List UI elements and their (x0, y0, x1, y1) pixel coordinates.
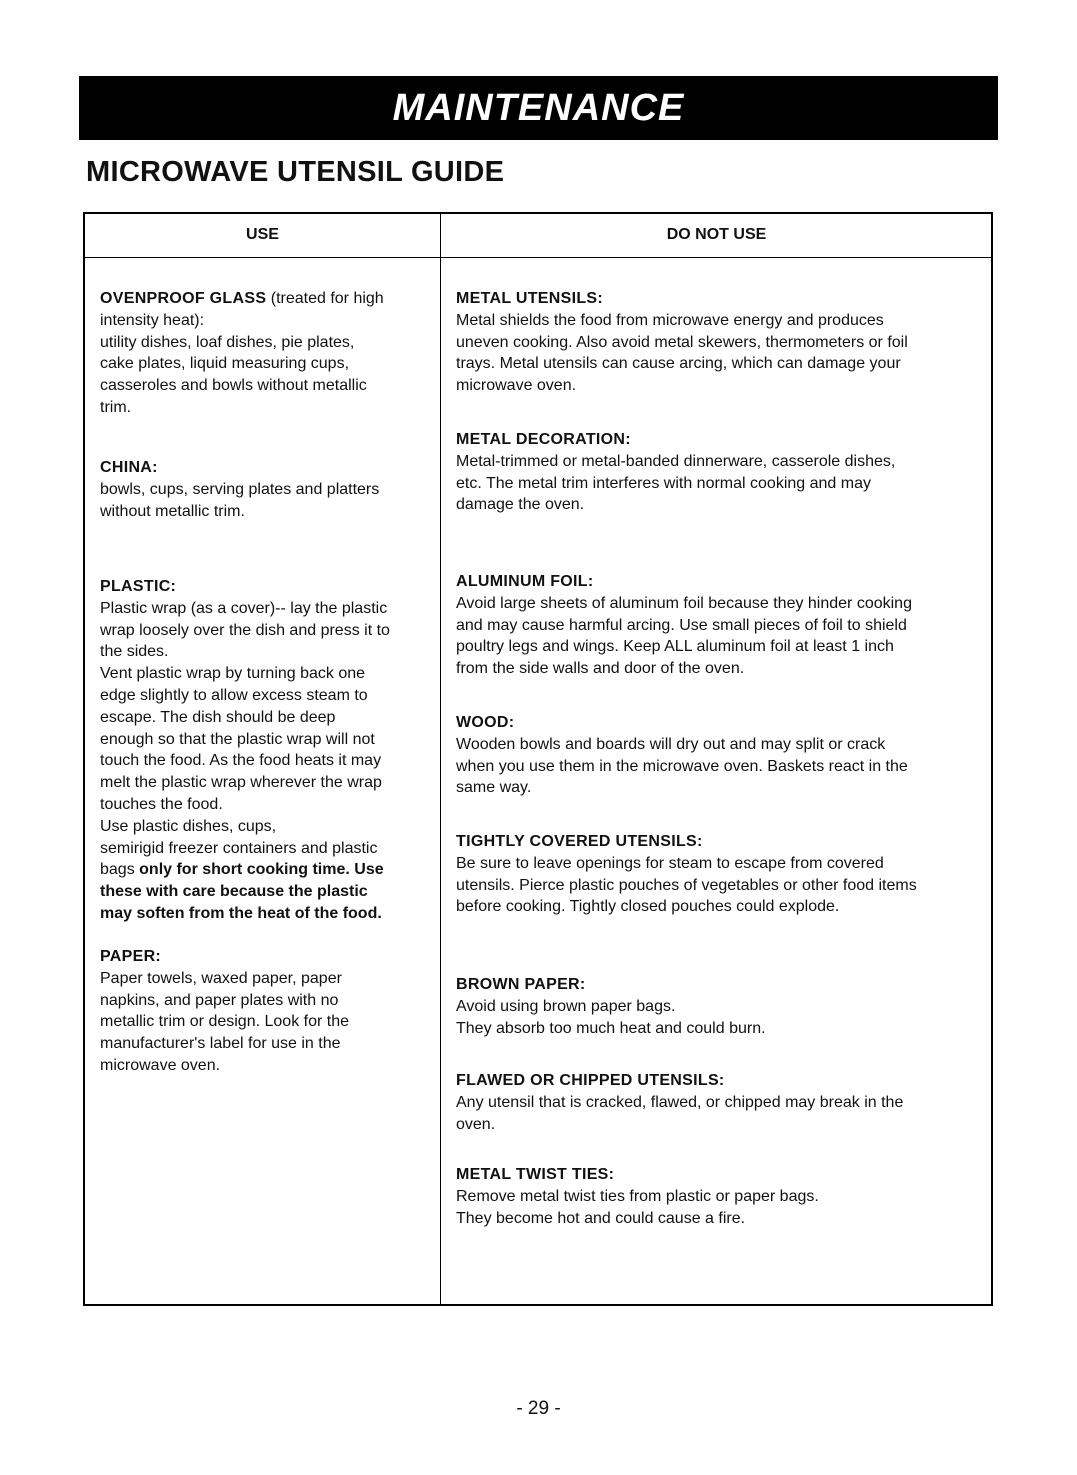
entry-line: manufacturer's label for use in the (100, 1035, 341, 1053)
bags-prefix: bags (100, 861, 140, 879)
entry-line: napkins, and paper plates with no (100, 991, 339, 1009)
entry-heading: METAL TWIST TIES: (456, 1166, 615, 1183)
entry-line: edge slightly to allow excess steam to (100, 686, 368, 704)
banner-title: MAINTENANCE (392, 86, 685, 129)
entry-line: utility dishes, loaf dishes, pie plates, (100, 333, 355, 351)
entry-line: utensils. Pierce plastic pouches of vegetables or other food items (456, 876, 917, 894)
entry-heading: FLAWED OR CHIPPED UTENSILS: (456, 1072, 725, 1089)
entry-line: the sides. (100, 643, 169, 661)
utensil-guide-table (83, 212, 993, 1306)
entry-metal-twist-ties (456, 1164, 986, 1229)
entry-heading: METAL UTENSILS: (456, 290, 604, 307)
entry-line: touch the food. As the food heats it may (100, 752, 382, 770)
entry-paper (100, 946, 434, 1077)
entry-line: Use plastic dishes, cups, (100, 817, 277, 835)
warning-text: may soften from the heat of the food. (100, 904, 382, 922)
use-column-header: USE (246, 226, 279, 243)
entry-line: Wooden bowls and boards will dry out and may split or crack (456, 735, 886, 753)
entry-line: and may cause harmful arcing. Use small pieces of foil to shield (456, 616, 907, 634)
entry-line: Vent plastic wrap by turning back one (100, 665, 366, 683)
entry-line: microwave oven. (100, 1056, 221, 1074)
entry-line: Plastic wrap (as a cover)-- lay the plastic (100, 599, 388, 617)
entry-heading: PAPER: (100, 948, 162, 965)
entry-flawed-chipped-utensils (456, 1070, 986, 1135)
entry-aluminum-foil (456, 571, 986, 680)
page-number: - 29 - (516, 1398, 561, 1419)
column-divider (440, 214, 441, 1304)
entry-line: They absorb too much heat and could burn. (456, 1019, 766, 1037)
entry-line: uneven cooking. Also avoid metal skewers, thermometers or foil (456, 333, 908, 351)
entry-heading: TIGHTLY COVERED UTENSILS: (456, 833, 703, 850)
entry-wood (456, 712, 986, 799)
entry-metal-utensils (456, 288, 986, 397)
entry-line: trays. Metal utensils can cause arcing, which can damage your (456, 355, 901, 373)
entry-heading: METAL DECORATION: (456, 431, 631, 448)
entry-brown-paper (456, 974, 986, 1039)
entry-line: intensity heat): (100, 311, 205, 329)
entry-line: They become hot and could cause a fire. (456, 1209, 746, 1227)
entry-line: escape. The dish should be deep (100, 708, 336, 726)
entry-line (100, 859, 434, 881)
entry-line: without metallic trim. (100, 502, 245, 520)
entry-line: bowls, cups, serving plates and platters (100, 480, 380, 498)
section-title: MICROWAVE UTENSIL GUIDE (86, 156, 505, 188)
entry-line: damage the oven. (456, 496, 585, 514)
entry-heading: ALUMINUM FOIL: (456, 573, 594, 590)
entry-tightly-covered-utensils (456, 831, 986, 918)
entry-line: trim. (100, 398, 132, 416)
entry-heading-suffix: (treated for high (266, 290, 384, 307)
entry-ovenproof-glass (100, 288, 434, 419)
entry-heading-line (100, 288, 434, 310)
entry-line: Metal shields the food from microwave energy and produces (456, 311, 884, 329)
entry-heading: PLASTIC: (100, 578, 177, 595)
entry-line: metallic trim or design. Look for the (100, 1013, 349, 1031)
entry-line: Remove metal twist ties from plastic or paper bags. (456, 1187, 819, 1205)
entry-line: Avoid using brown paper bags. (456, 997, 676, 1015)
entry-line: oven. (456, 1115, 496, 1133)
entry-line: Be sure to leave openings for steam to escape from covered (456, 854, 884, 872)
entry-heading: BROWN PAPER: (456, 976, 586, 993)
entry-heading: CHINA: (100, 459, 158, 476)
do-not-use-column-header: DO NOT USE (666, 226, 767, 243)
entry-line: casseroles and bowls without metallic (100, 377, 367, 395)
entry-line: poultry legs and wings. Keep ALL aluminum foil at least 1 inch (456, 638, 894, 656)
entry-line: Paper towels, waxed paper, paper (100, 969, 342, 987)
entry-line: Metal-trimmed or metal-banded dinnerware, casserole dishes, (456, 452, 896, 470)
entry-heading: WOOD: (456, 714, 515, 731)
entry-line: cake plates, liquid measuring cups, (100, 355, 350, 373)
entry-heading: OVENPROOF GLASS (100, 290, 267, 307)
maintenance-banner (79, 76, 998, 140)
entry-china (100, 457, 434, 522)
header-divider (85, 257, 991, 258)
entry-line: wrap loosely over the dish and press it to (100, 621, 390, 639)
warning-text: these with care because the plastic (100, 883, 368, 901)
entry-line: Avoid large sheets of aluminum foil because they hinder cooking (456, 594, 912, 612)
entry-line: touches the food. (100, 795, 223, 813)
entry-line: when you use them in the microwave oven. Baskets react in the (456, 757, 908, 775)
entry-line: from the side walls and door of the oven. (456, 660, 745, 678)
entry-line: Any utensil that is cracked, flawed, or chipped may break in the (456, 1093, 904, 1111)
entry-line: microwave oven. (456, 377, 577, 395)
entry-plastic (100, 576, 434, 925)
entry-line: enough so that the plastic wrap will not (100, 730, 375, 748)
warning-text: only for short cooking time. Use (139, 861, 384, 879)
entry-line: melt the plastic wrap wherever the wrap (100, 774, 382, 792)
entry-line: same way. (456, 779, 532, 797)
entry-line: etc. The metal trim interferes with normal cooking and may (456, 474, 871, 492)
entry-line: before cooking. Tightly closed pouches could explode. (456, 898, 840, 916)
entry-line: semirigid freezer containers and plastic (100, 839, 378, 857)
entry-metal-decoration (456, 429, 986, 516)
